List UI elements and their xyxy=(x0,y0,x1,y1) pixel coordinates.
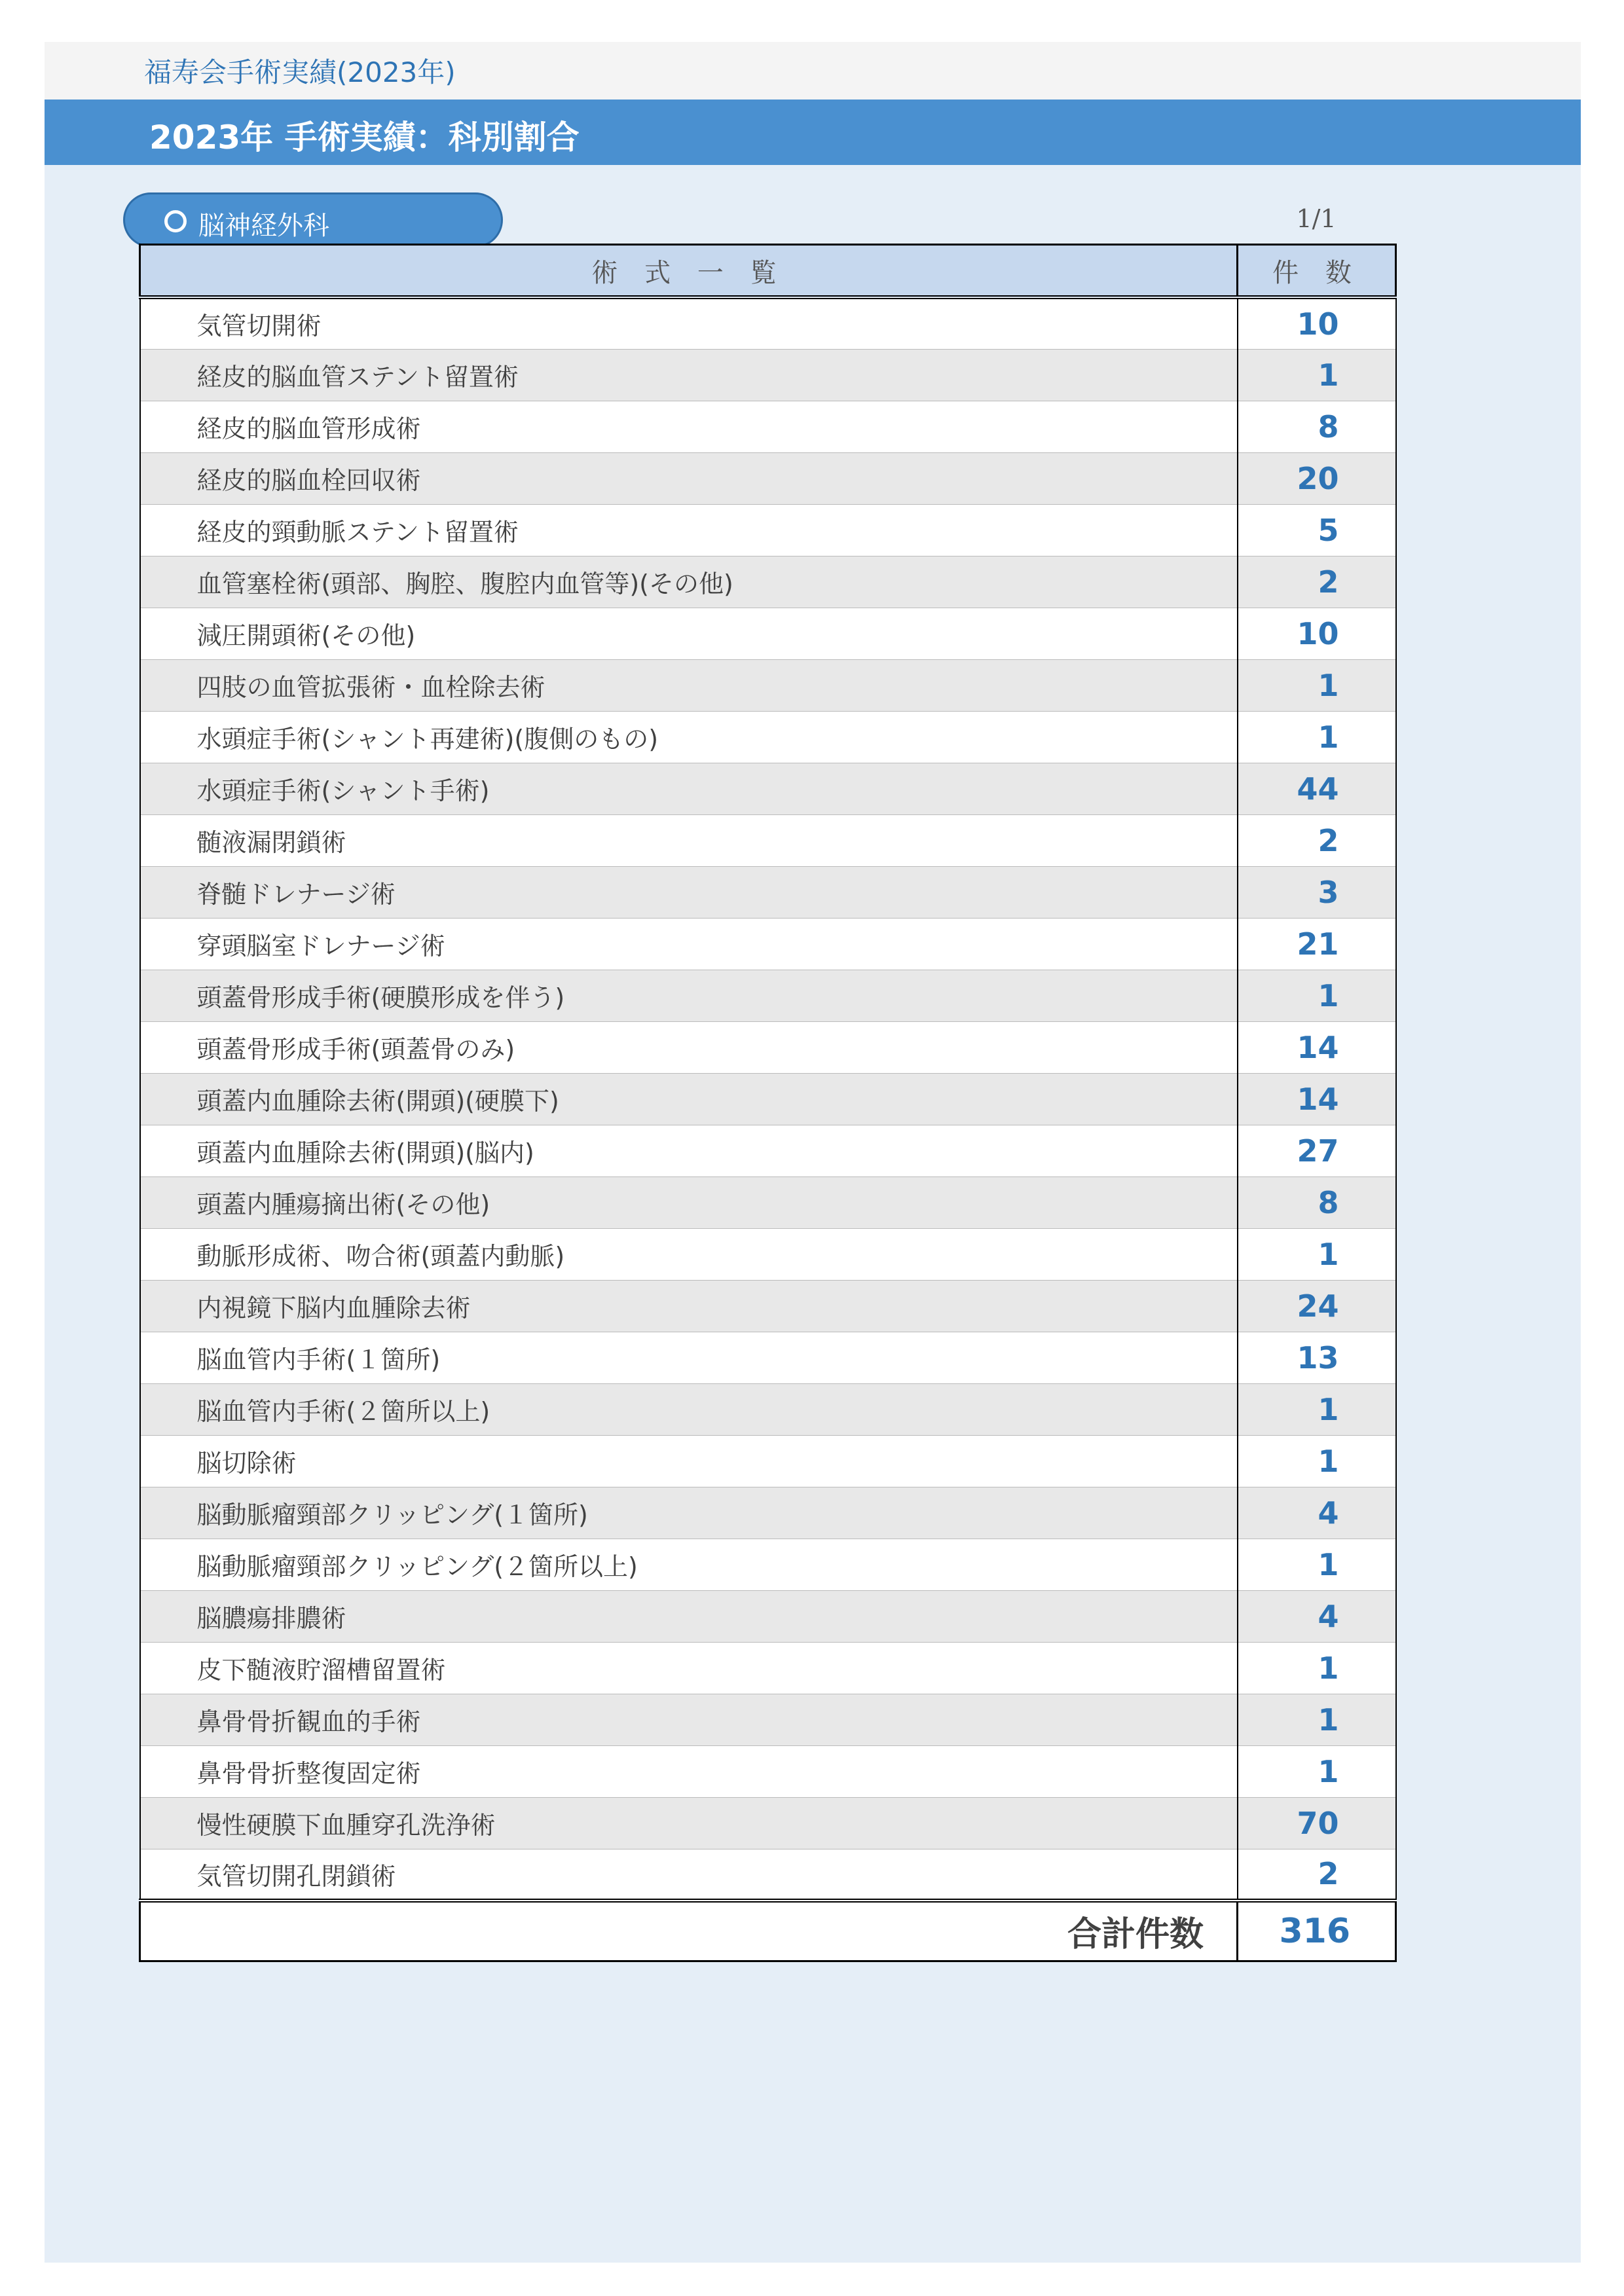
table-row xyxy=(140,763,1396,814)
table-row xyxy=(140,1642,1396,1694)
table-row xyxy=(140,608,1396,659)
circle-icon xyxy=(164,210,187,232)
procedure-count: 21 xyxy=(1238,918,1396,970)
procedure-count: 2 xyxy=(1238,556,1396,608)
procedure-count: 3 xyxy=(1238,866,1396,918)
procedure-count: 8 xyxy=(1238,401,1396,452)
procedure-name: 鼻骨骨折整復固定術 xyxy=(140,1745,1238,1797)
procedure-count: 27 xyxy=(1238,1125,1396,1176)
procedure-name: 減圧開頭術(その他) xyxy=(140,608,1238,659)
procedure-count: 20 xyxy=(1238,452,1396,504)
table-header-row xyxy=(140,245,1396,298)
procedure-count: 1 xyxy=(1238,1694,1396,1745)
total-value: 316 xyxy=(1238,1901,1396,1961)
procedure-count: 24 xyxy=(1238,1280,1396,1332)
procedure-count: 1 xyxy=(1238,349,1396,401)
procedure-name: 内視鏡下脳内血腫除去術 xyxy=(140,1280,1238,1332)
procedure-name: 頭蓋骨形成手術(硬膜形成を伴う) xyxy=(140,970,1238,1021)
document-title: 福寿会手術実績(2023年) xyxy=(144,56,456,88)
procedure-count: 4 xyxy=(1238,1487,1396,1539)
procedure-name: 頭蓋骨形成手術(頭蓋骨のみ) xyxy=(140,1021,1238,1073)
procedure-name: 頭蓋内血腫除去術(開頭)(硬膜下) xyxy=(140,1073,1238,1125)
procedure-rows xyxy=(140,297,1396,1901)
procedure-name: 水頭症手術(シャント手術) xyxy=(140,763,1238,814)
table-row xyxy=(140,297,1396,349)
table-row xyxy=(140,1176,1396,1228)
procedure-count: 14 xyxy=(1238,1021,1396,1073)
top-band xyxy=(45,42,1581,100)
table-row xyxy=(140,1694,1396,1745)
procedure-name: 経皮的脳血栓回収術 xyxy=(140,452,1238,504)
procedure-name: 脳膿瘍排膿術 xyxy=(140,1590,1238,1642)
table-row xyxy=(140,659,1396,711)
table-row xyxy=(140,349,1396,401)
procedure-count: 10 xyxy=(1238,297,1396,349)
table-row xyxy=(140,401,1396,452)
procedure-name: 脳動脈瘤頸部クリッピング(１箇所) xyxy=(140,1487,1238,1539)
table-row xyxy=(140,1073,1396,1125)
procedure-count: 1 xyxy=(1238,1383,1396,1435)
table-row xyxy=(140,452,1396,504)
table-row xyxy=(140,1125,1396,1176)
table-row xyxy=(140,1435,1396,1487)
procedure-name: 四肢の血管拡張術・血栓除去術 xyxy=(140,659,1238,711)
table-row xyxy=(140,1280,1396,1332)
procedure-table xyxy=(139,244,1397,1962)
department-badge xyxy=(123,192,503,247)
procedure-count: 4 xyxy=(1238,1590,1396,1642)
procedure-name: 経皮的頸動脈ステント留置術 xyxy=(140,504,1238,556)
procedure-name: 経皮的脳血管形成術 xyxy=(140,401,1238,452)
procedure-count: 1 xyxy=(1238,970,1396,1021)
table-row xyxy=(140,1332,1396,1383)
procedure-count: 1 xyxy=(1238,711,1396,763)
procedure-count: 13 xyxy=(1238,1332,1396,1383)
table-row xyxy=(140,1590,1396,1642)
procedure-count: 1 xyxy=(1238,659,1396,711)
table-row xyxy=(140,1849,1396,1901)
table-row xyxy=(140,1228,1396,1280)
procedure-name: 水頭症手術(シャント再建術)(腹側のもの) xyxy=(140,711,1238,763)
procedure-name: 頭蓋内腫瘍摘出術(その他) xyxy=(140,1176,1238,1228)
procedure-count: 1 xyxy=(1238,1539,1396,1590)
procedure-count: 70 xyxy=(1238,1797,1396,1849)
procedure-count: 1 xyxy=(1238,1642,1396,1694)
procedure-count: 2 xyxy=(1238,1849,1396,1901)
procedure-name: 慢性硬膜下血腫穿孔洗浄術 xyxy=(140,1797,1238,1849)
table-row xyxy=(140,556,1396,608)
procedure-name: 脳切除術 xyxy=(140,1435,1238,1487)
procedure-name: 脊髄ドレナージ術 xyxy=(140,866,1238,918)
table-row xyxy=(140,711,1396,763)
table-row xyxy=(140,1383,1396,1435)
table-row xyxy=(140,918,1396,970)
section-title-bar xyxy=(45,100,1581,165)
procedure-count: 1 xyxy=(1238,1435,1396,1487)
table-row xyxy=(140,1487,1396,1539)
procedure-count: 14 xyxy=(1238,1073,1396,1125)
procedure-name: 髄液漏閉鎖術 xyxy=(140,814,1238,866)
procedure-name: 穿頭脳室ドレナージ術 xyxy=(140,918,1238,970)
procedure-name: 脳動脈瘤頸部クリッピング(２箇所以上) xyxy=(140,1539,1238,1590)
column-header-procedure: 術 式 一 覧 xyxy=(140,245,1238,298)
procedure-name: 血管塞栓術(頭部、胸腔、腹腔内血管等)(その他) xyxy=(140,556,1238,608)
table-row xyxy=(140,1745,1396,1797)
procedure-count: 10 xyxy=(1238,608,1396,659)
procedure-count: 2 xyxy=(1238,814,1396,866)
column-header-count: 件 数 xyxy=(1238,245,1396,298)
table-row xyxy=(140,1539,1396,1590)
procedure-name: 皮下髄液貯溜槽留置術 xyxy=(140,1642,1238,1694)
procedure-name: 気管切開術 xyxy=(140,297,1238,349)
department-label: 脳神経外科 xyxy=(198,211,329,241)
procedure-count: 5 xyxy=(1238,504,1396,556)
procedure-name: 脳血管内手術(１箇所) xyxy=(140,1332,1238,1383)
table-row xyxy=(140,970,1396,1021)
table-row xyxy=(140,1021,1396,1073)
section-title: 2023年 手術実績：科別割合 xyxy=(149,118,580,156)
procedure-name: 気管切開孔閉鎖術 xyxy=(140,1849,1238,1901)
total-label: 合計件数 xyxy=(140,1901,1238,1961)
page-indicator: 1/1 xyxy=(1296,204,1337,233)
procedure-count: 8 xyxy=(1238,1176,1396,1228)
procedure-count: 1 xyxy=(1238,1228,1396,1280)
procedure-name: 経皮的脳血管ステント留置術 xyxy=(140,349,1238,401)
table-row xyxy=(140,866,1396,918)
procedure-name: 鼻骨骨折観血的手術 xyxy=(140,1694,1238,1745)
table-row xyxy=(140,1797,1396,1849)
procedure-count: 44 xyxy=(1238,763,1396,814)
table-row xyxy=(140,504,1396,556)
table-row xyxy=(140,814,1396,866)
procedure-name: 脳血管内手術(２箇所以上) xyxy=(140,1383,1238,1435)
procedure-name: 動脈形成術、吻合術(頭蓋内動脈) xyxy=(140,1228,1238,1280)
total-row xyxy=(140,1901,1396,1961)
procedure-name: 頭蓋内血腫除去術(開頭)(脳内) xyxy=(140,1125,1238,1176)
procedure-count: 1 xyxy=(1238,1745,1396,1797)
